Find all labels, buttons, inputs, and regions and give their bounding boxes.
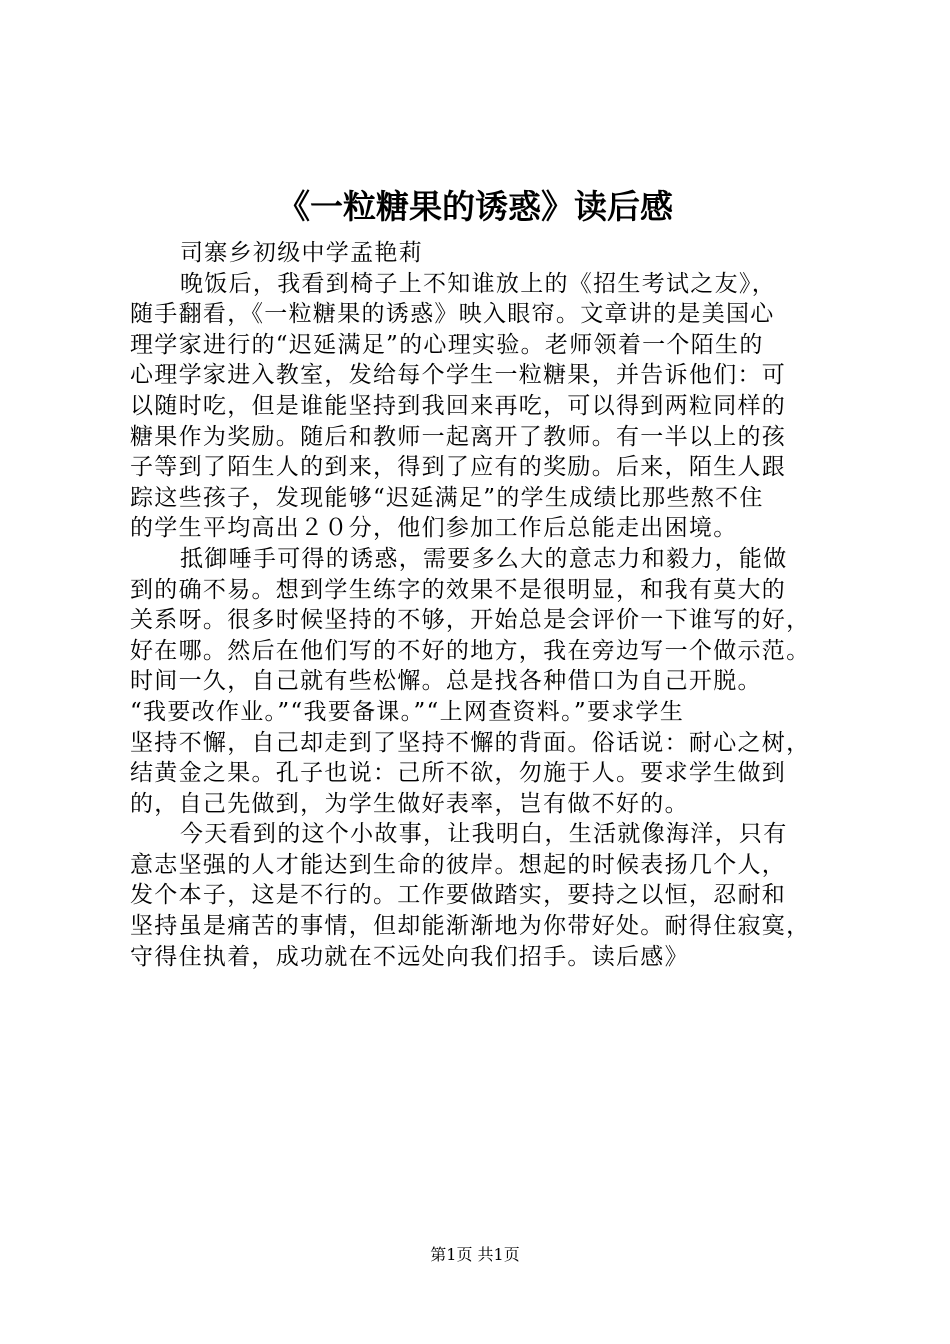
document-body — [130, 238, 840, 972]
paragraph-line: 关系呀。很多时候坚持的不够，开始总是会评价一下谁写的好， — [130, 607, 811, 634]
page-footer: 第1页 共1页 — [430, 1245, 520, 1264]
paragraph-line: 心理学家进入教室，发给每个学生一粒糖果，并告诉他们：可 — [130, 362, 787, 389]
paragraph-line: “我要改作业。”“我要备课。”“上网查资料。”要求学生 — [130, 698, 685, 725]
paragraph-line: 好在哪。然后在他们写的不好的地方，我在旁边写一个做示范。 — [130, 637, 811, 664]
paragraph-line: 结黄金之果。孔子也说：己所不欲，勿施于人。要求学生做到 — [130, 760, 787, 787]
paragraph-line: 晚饭后，我看到椅子上不知谁放上的《招生考试之友》， — [180, 270, 776, 297]
paragraph-line: 时间一久，自己就有些松懈。总是找各种借口为自己开脱。 — [130, 668, 762, 695]
paragraph-line: 糖果作为奖励。随后和教师一起离开了教师。有一半以上的孩 — [130, 423, 787, 450]
paragraph-line: 坚持不懈，自己却走到了坚持不懈的背面。俗话说：耐心之树， — [130, 729, 811, 756]
paragraph-line: 踪这些孩子，发现能够“迟延满足”的学生成绩比那些熬不住 — [130, 484, 764, 511]
paragraph-line: 的学生平均高出２０分，他们参加工作后总能走出困境。 — [130, 515, 738, 542]
paragraph-line: 理学家进行的“迟延满足”的心理实验。老师领着一个陌生的 — [130, 331, 764, 358]
paragraph-line: 发个本子，这是不行的。工作要做踏实，要持之以恒，忍耐和 — [130, 882, 787, 909]
paragraph-line: 到的确不易。想到学生练字的效果不是很明显，和我有莫大的 — [130, 576, 787, 603]
paragraph-line: 坚持虽是痛苦的事情，但却能渐渐地为你带好处。耐得住寂寞， — [130, 913, 811, 940]
paragraph-line: 抵御唾手可得的诱惑，需要多么大的意志力和毅力，能做 — [180, 545, 788, 572]
paragraph-line: 守得住执着，成功就在不远处向我们招手。读后感》 — [130, 943, 689, 970]
author-line: 司寨乡初级中学孟艳莉 — [180, 240, 423, 266]
paragraph-line: 意志坚强的人才能达到生命的彼岸。想起的时候表扬几个人， — [130, 851, 787, 878]
paragraph-line: 的，自己先做到，为学生做好表率，岂有做不好的。 — [130, 790, 689, 817]
paragraph-line: 今天看到的这个小故事，让我明白，生活就像海洋，只有 — [180, 821, 788, 848]
paragraph-line: 子等到了陌生人的到来，得到了应有的奖励。后来，陌生人跟 — [130, 454, 787, 481]
document-title: 《一粒糖果的诱惑》读后感 — [277, 187, 673, 226]
paragraph-line: 以随时吃，但是谁能坚持到我回来再吃，可以得到两粒同样的 — [130, 392, 787, 419]
paragraph-line: 随手翻看，《一粒糖果的诱惑》映入眼帘。文章讲的是美国心 — [130, 301, 775, 328]
